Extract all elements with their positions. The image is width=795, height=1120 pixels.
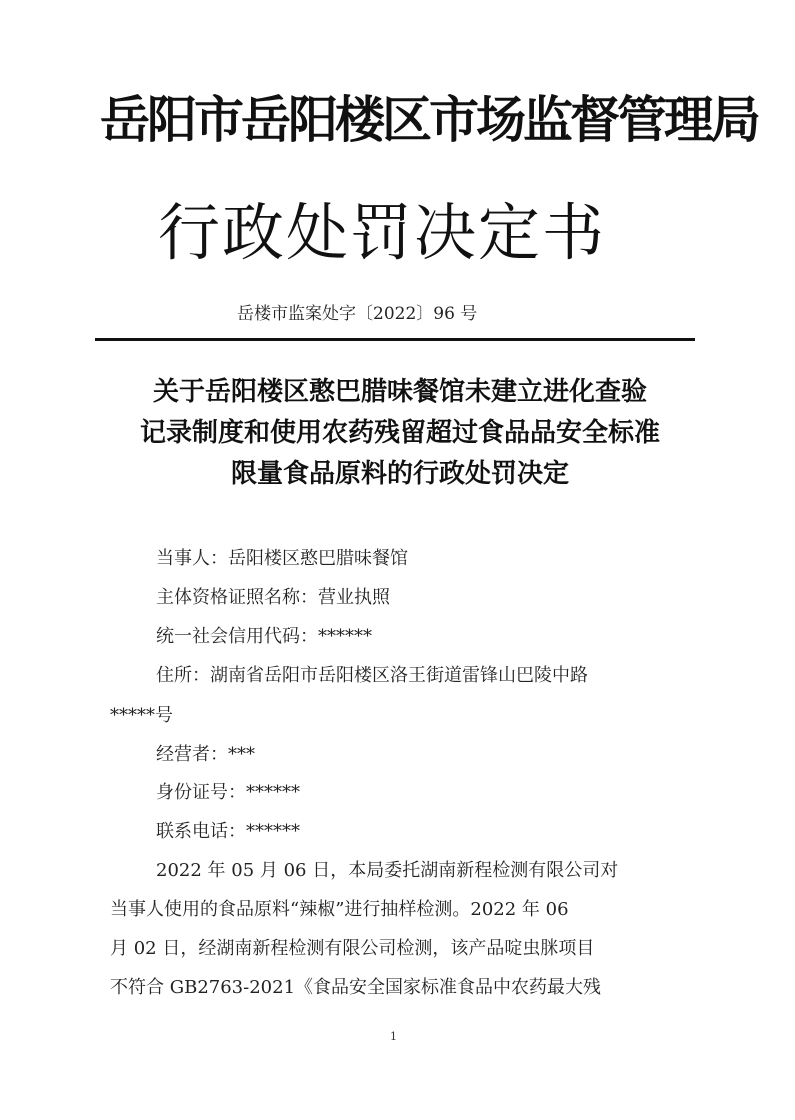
license-name-field: 主体资格证照名称：营业执照 xyxy=(156,587,390,608)
document-type-title: 行政处罚决定书 xyxy=(158,196,607,269)
body-paragraph-line-1: 2022 年 05 月 06 日，本局委托湖南新程检测有限公司对 xyxy=(156,860,619,881)
body-paragraph-line-3: 月 02 日，经湖南新程检测有限公司检测，该产品啶虫脒项目 xyxy=(110,938,595,959)
address-field-line-1: 住所：湖南省岳阳市岳阳楼区洛王街道雷锋山巴陵中路 xyxy=(156,665,588,686)
decision-title-line-2: 记录制度和使用农药残留超过食品品安全标准 xyxy=(139,418,660,448)
decision-title-line-3: 限量食品原料的行政处罚决定 xyxy=(230,459,569,489)
decision-title-line-1: 关于岳阳楼区憨巴腊味餐馆未建立进化查验 xyxy=(152,377,647,407)
credit-code-field: 统一社会信用代码：****** xyxy=(156,626,372,647)
body-paragraph-line-4: 不符合 GB2763-2021《食品安全国家标准食品中农药最大残 xyxy=(110,977,602,998)
agency-name: 岳阳市岳阳楼区市场监督管理局 xyxy=(100,91,758,149)
phone-field: 联系电话：****** xyxy=(156,821,300,842)
header-divider xyxy=(95,338,695,341)
id-number-field: 身份证号：****** xyxy=(156,782,300,803)
party-field: 当事人：岳阳楼区憨巴腊味餐馆 xyxy=(156,548,408,569)
body-paragraph-line-2: 当事人使用的食品原料“辣椒”进行抽样检测。2022 年 06 xyxy=(110,899,569,920)
operator-field: 经营者：*** xyxy=(156,744,255,765)
address-field-line-2: *****号 xyxy=(110,705,173,726)
decision-title xyxy=(110,372,690,495)
page-number: 1 xyxy=(390,1030,397,1043)
document-number: 岳楼市监案处字〔2022〕96 号 xyxy=(237,304,478,324)
